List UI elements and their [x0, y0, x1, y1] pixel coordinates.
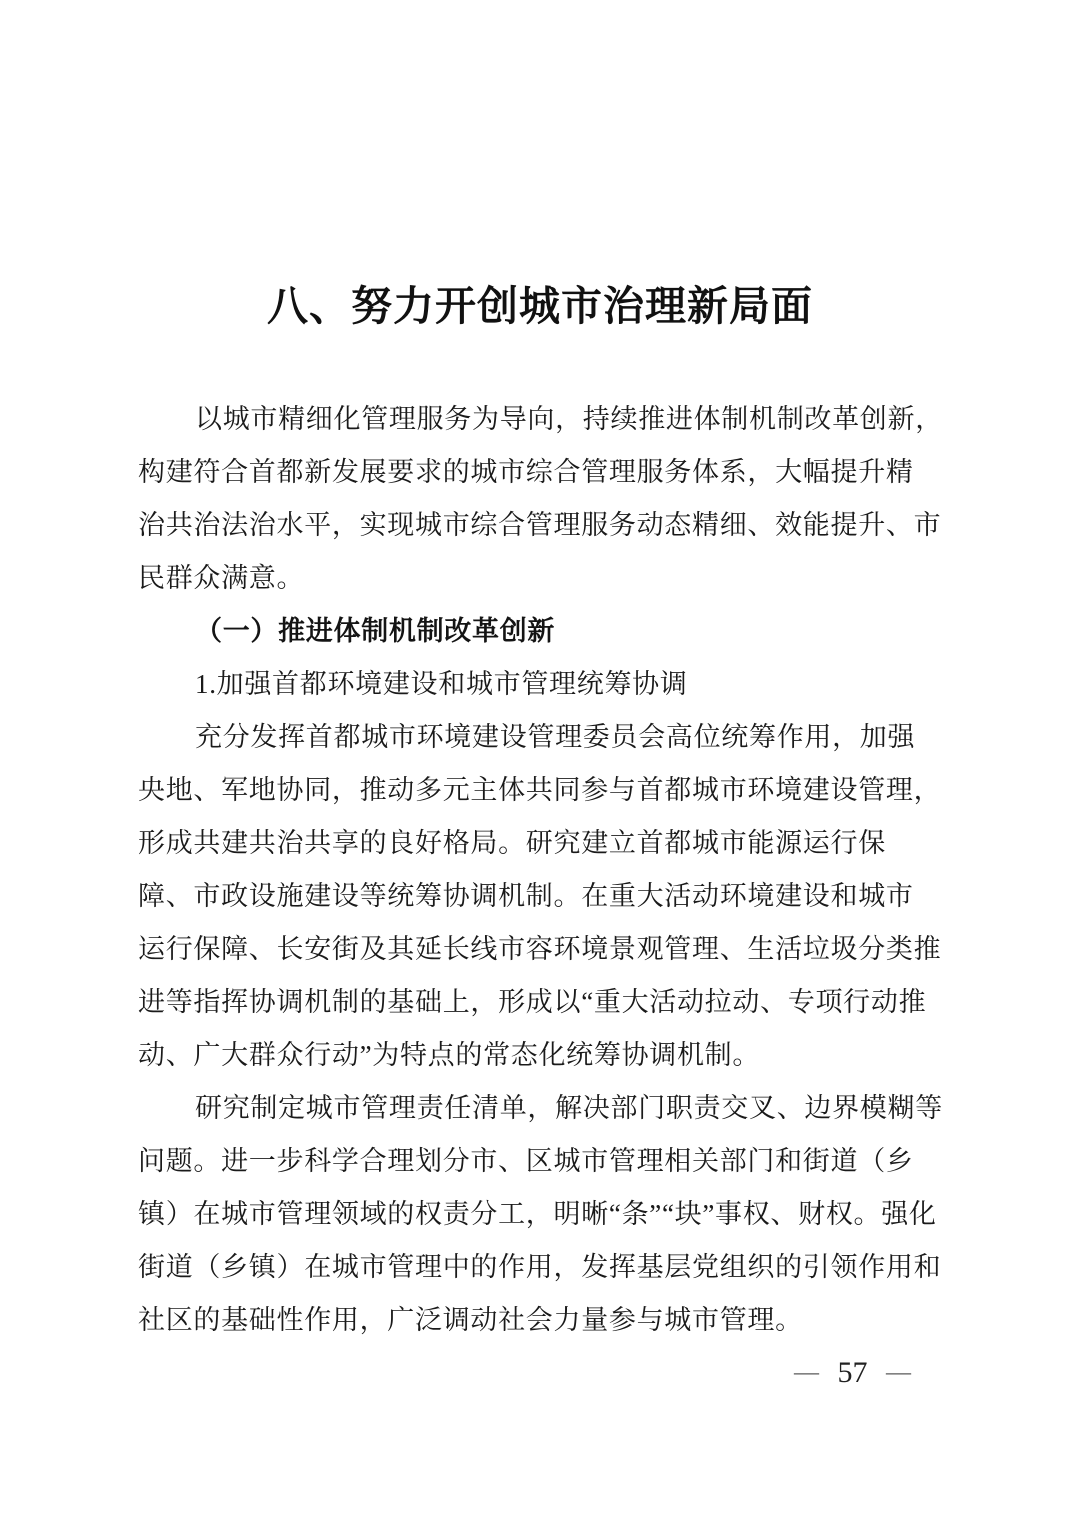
- paragraph-line: 问题。进一步科学合理划分市、区城市管理相关部门和街道（乡: [138, 1146, 914, 1176]
- paragraph-line: 研究制定城市管理责任清单，解决部门职责交叉、边界模糊等: [195, 1093, 943, 1123]
- paragraph-line: 进等指挥协调机制的基础上，形成以“重大活动拉动、专项行动推: [138, 987, 927, 1017]
- subsection-heading: 1.加强首都环境建设和城市管理统筹协调: [195, 669, 688, 699]
- paragraph-line: 以城市精细化管理服务为导向，持续推进体制机制改革创新，: [195, 404, 943, 434]
- section-heading: （一）推进体制机制改革创新: [195, 616, 556, 646]
- paragraph-line: 充分发挥首都城市环境建设管理委员会高位统筹作用，加强: [195, 722, 916, 752]
- paragraph-line: 构建符合首都新发展要求的城市综合管理服务体系，大幅提升精: [138, 457, 914, 487]
- paragraph-line: 民群众满意。: [138, 563, 305, 593]
- paragraph-line: 央地、军地协同，推动多元主体共同参与首都城市环境建设管理，: [138, 775, 942, 805]
- paragraph-line: 街道（乡镇）在城市管理中的作用，发挥基层党组织的引领作用和: [138, 1252, 942, 1282]
- document-title: 八、努力开创城市治理新局面: [267, 283, 813, 329]
- paragraph-line: 动、广大群众行动”为特点的常态化统筹协调机制。: [138, 1040, 761, 1070]
- paragraph-line: 治共治法治水平，实现城市综合管理服务动态精细、效能提升、市: [138, 510, 942, 540]
- paragraph-line: 镇）在城市管理领域的权责分工，明晰“条”“块”事权、财权。强化: [138, 1199, 937, 1229]
- page-number: 57: [837, 1356, 868, 1389]
- page-footer: [794, 1356, 911, 1390]
- paragraph-line: 形成共建共治共享的良好格局。研究建立首都城市能源运行保: [138, 828, 886, 858]
- document-body: [138, 393, 943, 1347]
- page-number-dash-right: —: [886, 1359, 911, 1386]
- paragraph-line: 社区的基础性作用，广泛调动社会力量参与城市管理。: [138, 1305, 803, 1335]
- page-number-dash-left: —: [794, 1359, 819, 1386]
- paragraph-line: 障、市政设施建设等统筹协调机制。在重大活动环境建设和城市: [138, 881, 914, 911]
- paragraph-line: 运行保障、长安街及其延长线市容环境景观管理、生活垃圾分类推: [138, 934, 942, 964]
